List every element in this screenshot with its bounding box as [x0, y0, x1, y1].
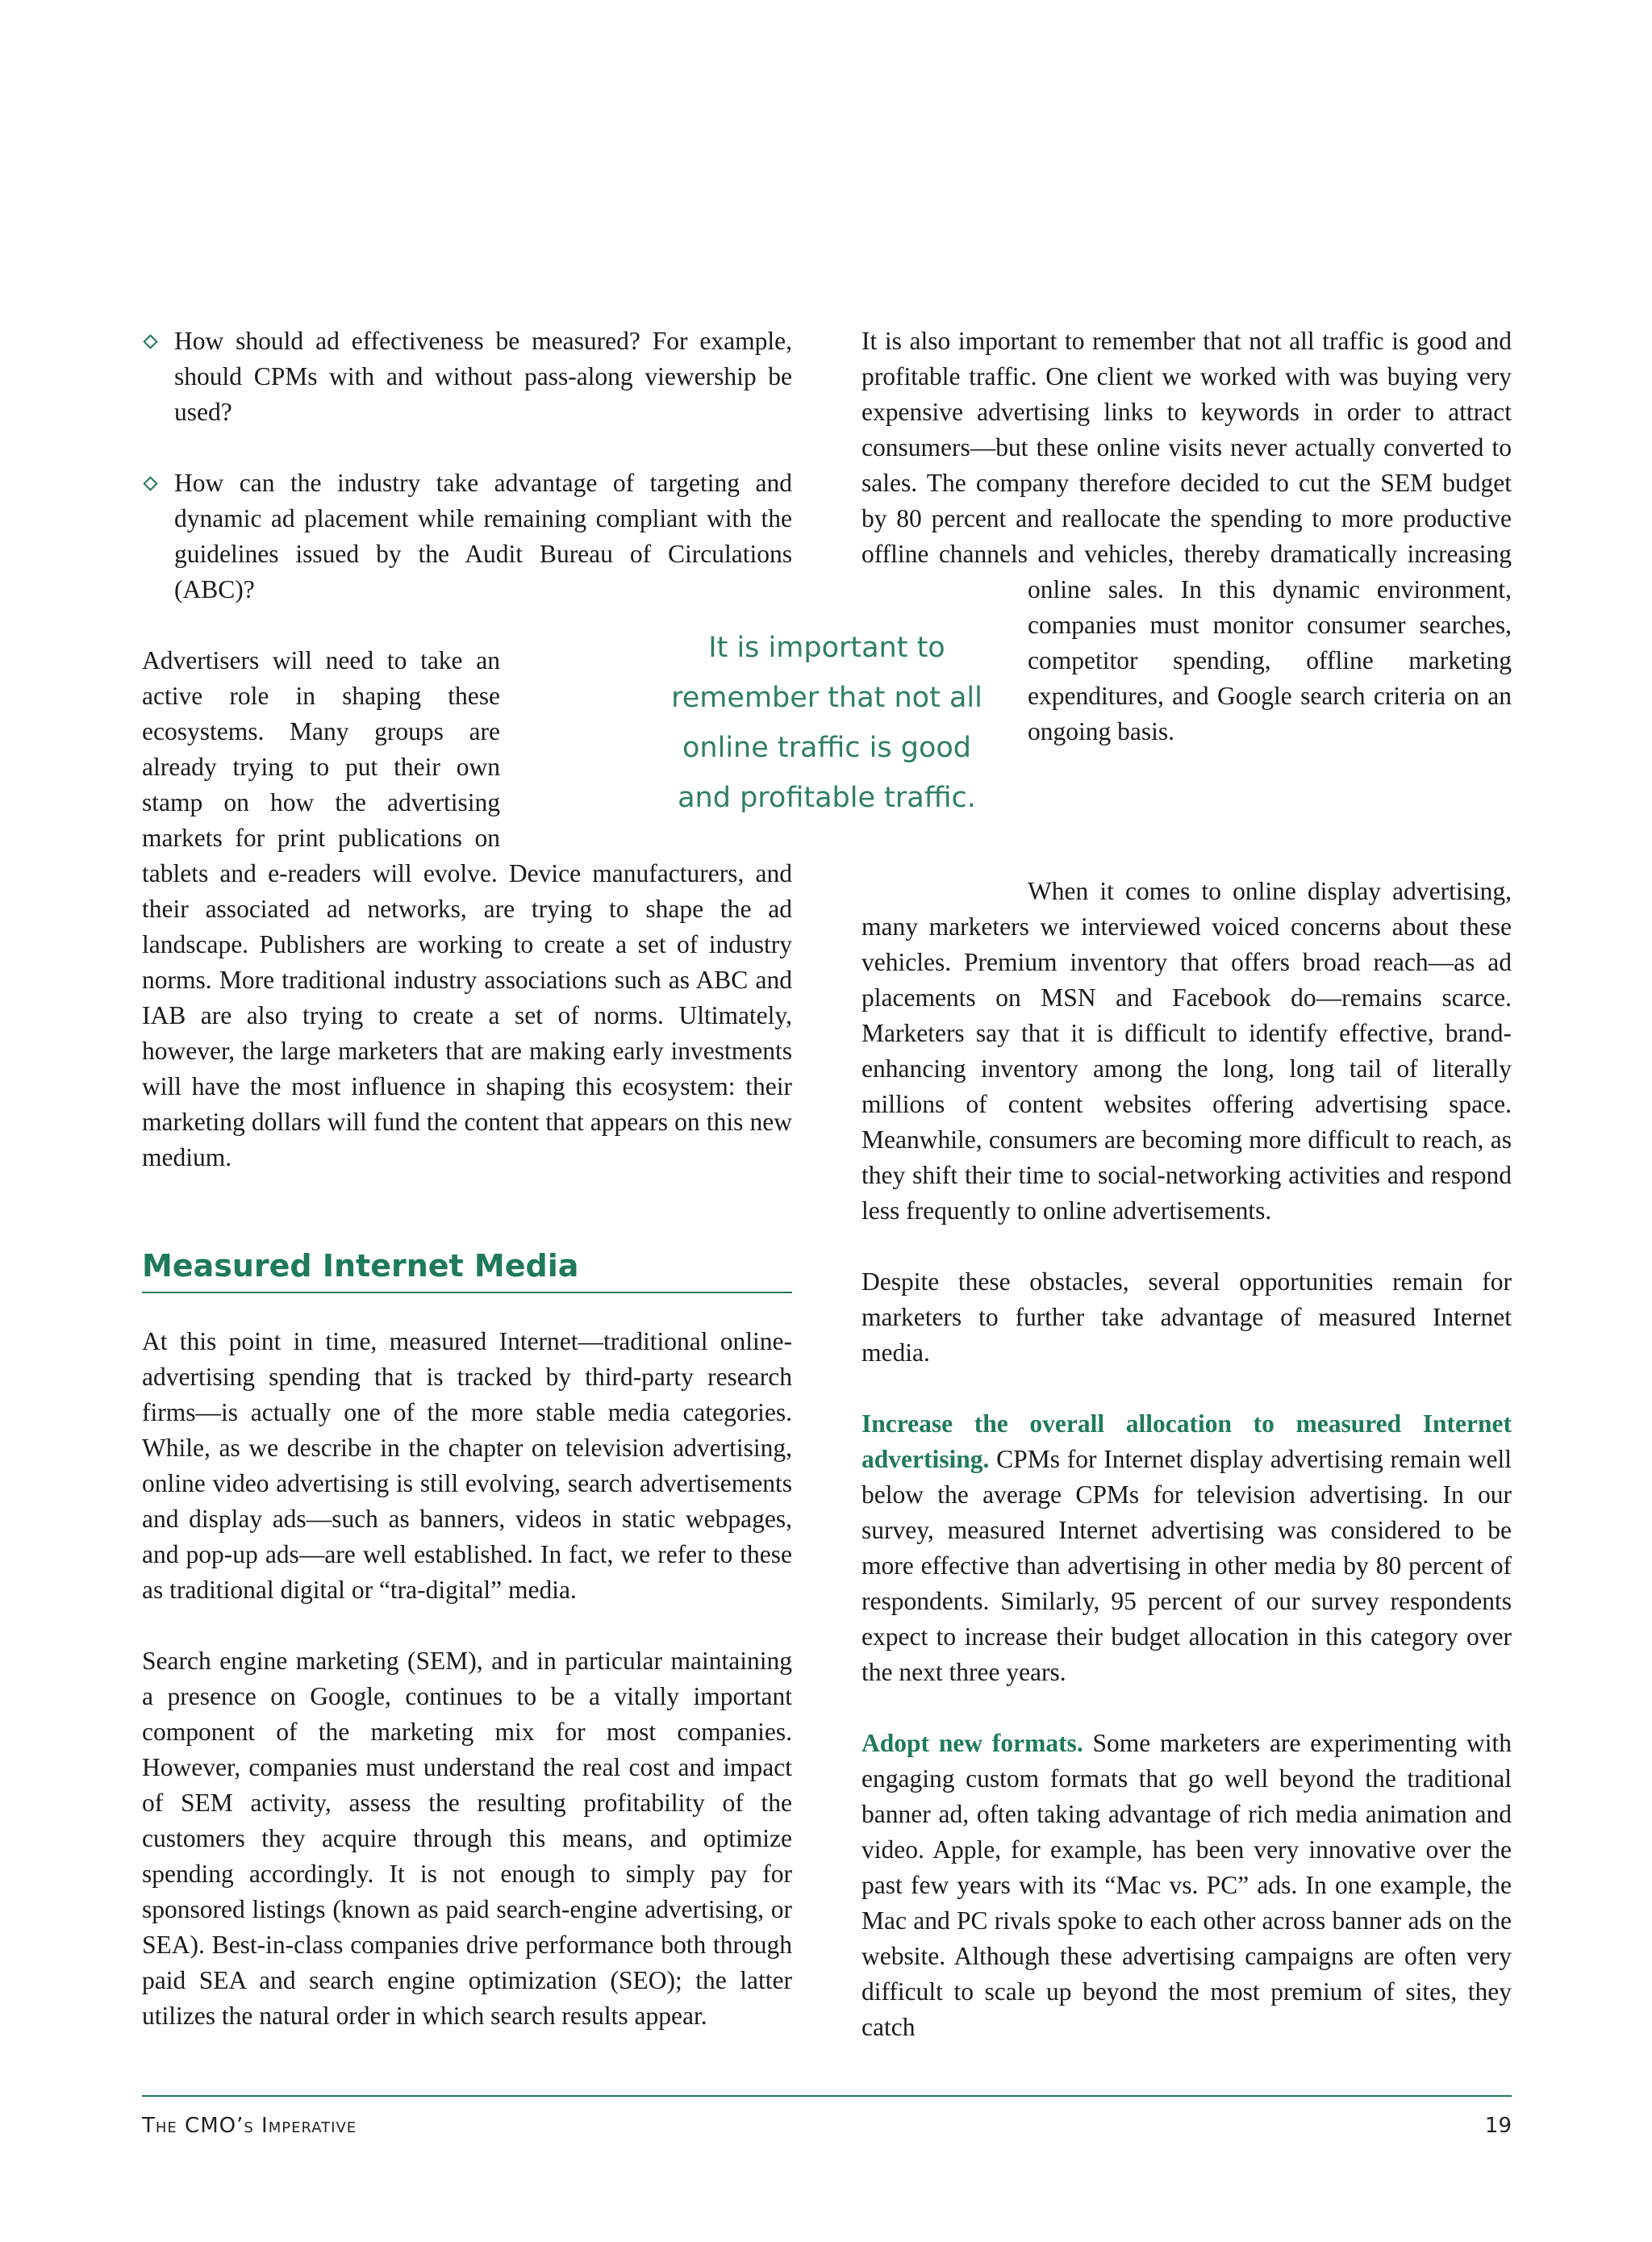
page-number: 19	[1484, 2114, 1512, 2138]
diamond-bullet-icon	[142, 324, 174, 359]
diamond-bullet-icon	[142, 466, 174, 501]
right-column	[861, 324, 1512, 2045]
bullet-item	[142, 466, 792, 607]
paragraph-measured-internet: At this point in time, measured Internet—traditional online-advertising spending that is tracked by third-party research firms—is actually one of the more stable media categories. While, as we describe in the chapter on television advertising, online video advertising is still evolving, search advertisements and display ads—such as banners, videos in static webpages, and pop-up ads—are well established. In fact, we refer to these as traditional digital or “tra-digital” media.	[142, 1327, 792, 1604]
paragraph-adopt	[861, 1726, 1512, 2045]
footer-rule	[142, 2095, 1512, 2097]
section-heading: Measured Internet Media	[142, 1246, 792, 1293]
paragraph-advertisers-text: Advertisers will need to take an active role in shaping these ecosystems. Many groups are already trying to put their own stamp on how the advertising markets for print publications on tablets and e-readers will evolve. Device manufacturers, and their associated ad networks, are trying to shape the ad landscape. Publishers are working to create a set of industry norms. More traditional industry associations such as ABC and IAB are also trying to create a set of norms. Ultimately, however, the large marketers that are making early investments will have the most influence in shaping this ecosystem: their marketing dollars will fund the content that appears on this new medium.	[142, 646, 792, 1171]
increase-body: CPMs for Internet display advertising remain well below the average CPMs for television advertising. In our survey, measured Internet advertising was considered to be more effective than advertising in other media by 80 percent of respondents. Similarly, 95 percent of our survey respondents expect to increase their budget allocation in this category over the next three years.	[861, 1445, 1512, 1686]
paragraph-sem: Search engine marketing (SEM), and in particular maintaining a presence on Google, continues to be a vitally important component of the marketing mix for most companies. However, companies must understand the real cost and impact of SEM activity, assess the resulting profitability of the customers they acquire through this means, and optimize spending accordingly. It is not enough to simply pay for sponsored listings (known as paid search-engine advertising, or SEA). Best-in-class companies drive performance both through paid SEA and search engine optimization (SEO); the latter utilizes the natural order in which search results appear.	[142, 1647, 792, 2030]
paragraph-display: When it comes to online display advertising, many marketers we interviewed voiced concerns about these vehicles. Premium inventory that offers broad reach—as ad placements on MSN and Facebook do—remains scarce. Marketers say that it is difficult to identify effective, brand-enhancing inventory among the long, long tail of literally millions of content websites offering advertising space. Meanwhile, consumers are becoming more difficult to reach, as they shift their time to social-networking activities and respond less frequently to online advertisements.	[861, 877, 1512, 1225]
pull-quote: It is important to remember that not all online traffic is good and profitable traffic.	[671, 632, 982, 814]
paragraph-increase	[861, 1406, 1512, 1690]
adopt-body: Some marketers are experimenting with engaging custom formats that go well beyond the traditional banner ad, often taking advantage of rich media animation and video. Apple, for example, has been very innovative over the past few years with its “Mac vs. PC” ads. In one example, the Mac and PC rivals spoke to each other across banner ads on the website. Although these advertising campaigns are often very difficult to scale up beyond the most premium of sites, they catch	[861, 1729, 1512, 2041]
increase-lead: Increase the overall allocation to measured Internet advertising.	[861, 1409, 1512, 1473]
bullet-item	[142, 324, 792, 430]
paragraph-traffic-text: It is also important to remember that not all traffic is good and profitable traffic. One client we worked with was buying very expensive advertising links to keywords in order to attract consumers—but these online visits never actually converted to sales. The company therefore decided to cut the SEM budget by 80 percent and reallocate the spending to more productive offline channels and vehicles, thereby dramatically increasing online sales. In this dynamic environment, companies must monitor consumer searches, competitor spending, offline marketing expenditures, and Google search criteria on an ongoing basis.	[861, 327, 1512, 745]
adopt-lead: Adopt new formats.	[861, 1729, 1083, 1757]
left-column	[142, 324, 792, 2034]
footer-title: The CMO’s Imperative	[142, 2114, 357, 2138]
bullet-text: How should ad effectiveness be measured? For example, should CPMs with and without pass-along viewership be used?	[174, 327, 792, 426]
bullet-text: How can the industry take advantage of targeting and dynamic ad placement while remaining compliant with the guidelines issued by the Audit Bureau of Circulations (ABC)?	[174, 469, 792, 603]
paragraph-despite: Despite these obstacles, several opportunities remain for marketers to further take advantage of measured Internet media.	[861, 1267, 1512, 1367]
